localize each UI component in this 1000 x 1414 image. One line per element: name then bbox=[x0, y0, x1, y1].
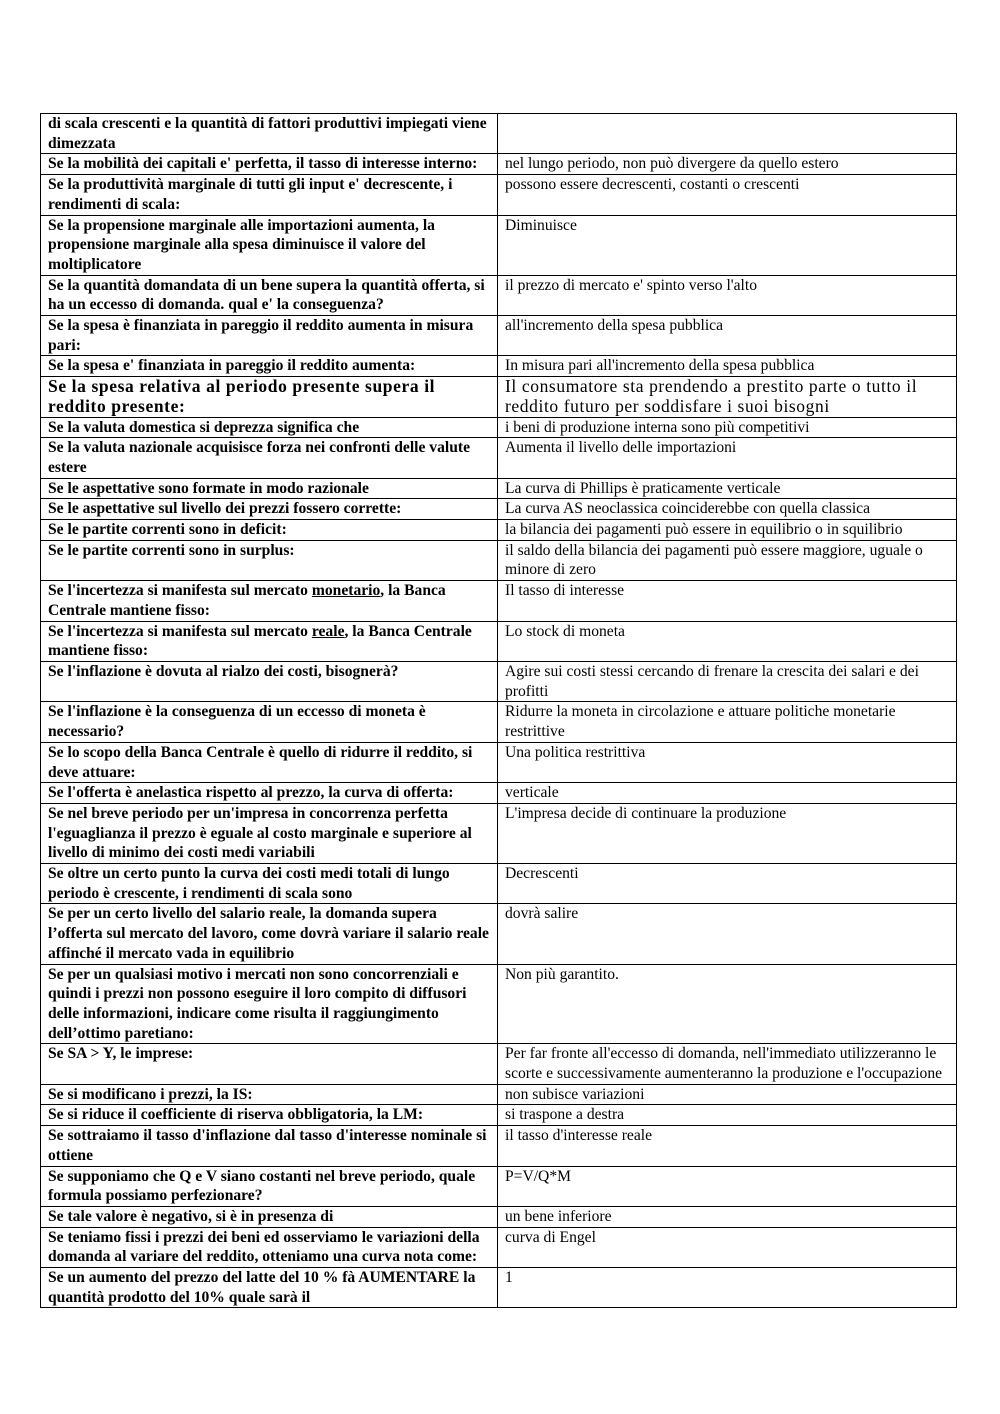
answer-cell: all'incremento della spesa pubblica bbox=[498, 316, 957, 356]
table-row bbox=[41, 356, 957, 377]
question-cell: Se SA > Y, le imprese: bbox=[41, 1044, 498, 1084]
underlined-term: monetario bbox=[311, 582, 381, 600]
question-text: Se l'incertezza si manifesta sul mercato bbox=[48, 622, 312, 640]
question-cell: Se la quantità domandata di un bene supera la quantità offerta, si ha un eccesso di domanda. qual e' la conseguenza? bbox=[41, 275, 498, 315]
answer-cell: Lo stock di moneta bbox=[498, 621, 957, 661]
table-row bbox=[41, 1105, 957, 1126]
answer-cell: curva di Engel bbox=[498, 1227, 957, 1267]
answer-cell: Ridurre la moneta in circolazione e attuare politiche monetarie restrittive bbox=[498, 702, 957, 742]
table-row bbox=[41, 1166, 957, 1206]
answer-cell: si traspone a destra bbox=[498, 1105, 957, 1126]
table-row bbox=[41, 661, 957, 701]
question-cell: Se tale valore è negativo, si è in presenza di bbox=[41, 1206, 498, 1227]
answer-cell: Agire sui costi stessi cercando di frenare la crescita dei salari e dei profitti bbox=[498, 661, 957, 701]
question-cell bbox=[41, 581, 498, 621]
question-cell: Se le partite correnti sono in deficit: bbox=[41, 520, 498, 541]
qa-table bbox=[40, 113, 957, 1308]
question-cell: Se un aumento del prezzo del latte del 10 % fà AUMENTARE la quantità prodotto del 10% quale sarà il bbox=[41, 1268, 498, 1308]
answer-cell: La curva AS neoclassica coinciderebbe con quella classica bbox=[498, 499, 957, 520]
question-cell: Se nel breve periodo per un'impresa in concorrenza perfetta l'eguaglianza il prezzo è eguale al costo marginale e superiore al livello di minimo dei costi medi variabili bbox=[41, 803, 498, 863]
table-row bbox=[41, 438, 957, 478]
table-row bbox=[41, 316, 957, 356]
underlined-term: reale bbox=[311, 622, 345, 640]
question-cell: Se l'inflazione è la conseguenza di un eccesso di moneta è necessario? bbox=[41, 702, 498, 742]
question-cell: Se supponiamo che Q e V siano costanti nel breve periodo, quale formula possiamo perfezionare? bbox=[41, 1166, 498, 1206]
question-cell: Se l'offerta è anelastica rispetto al prezzo, la curva di offerta: bbox=[41, 783, 498, 804]
answer-cell: dovrà salire bbox=[498, 904, 957, 964]
answer-cell: verticale bbox=[498, 783, 957, 804]
question-cell: Se lo scopo della Banca Centrale è quello di ridurre il reddito, si deve attuare: bbox=[41, 742, 498, 782]
table-row bbox=[41, 540, 957, 580]
answer-cell: Decrescenti bbox=[498, 864, 957, 904]
question-cell: Se le partite correnti sono in surplus: bbox=[41, 540, 498, 580]
answer-cell: Il consumatore sta prendendo a prestito parte o tutto il reddito futuro per soddisfare i suoi bisogni bbox=[498, 377, 957, 417]
question-cell: Se la valuta domestica si deprezza significa che bbox=[41, 417, 498, 438]
answer-cell: 1 bbox=[498, 1268, 957, 1308]
question-text: Se l'incertezza si manifesta sul mercato bbox=[48, 582, 312, 600]
table-row bbox=[41, 1084, 957, 1105]
table-row bbox=[41, 1227, 957, 1267]
answer-cell: possono essere decrescenti, costanti o crescenti bbox=[498, 175, 957, 215]
question-cell: Se si riduce il coefficiente di riserva obbligatoria, la LM: bbox=[41, 1105, 498, 1126]
answer-cell: Una politica restrittiva bbox=[498, 742, 957, 782]
answer-cell: il tasso d'interesse reale bbox=[498, 1126, 957, 1166]
question-cell: Se la mobilità dei capitali e' perfetta, il tasso di interesse interno: bbox=[41, 154, 498, 175]
answer-cell: i beni di produzione interna sono più competitivi bbox=[498, 417, 957, 438]
answer-cell: In misura pari all'incremento della spesa pubblica bbox=[498, 356, 957, 377]
table-row bbox=[41, 154, 957, 175]
table-row bbox=[41, 621, 957, 661]
table-row bbox=[41, 417, 957, 438]
question-cell: Se la spesa è finanziata in pareggio il reddito aumenta in misura pari: bbox=[41, 316, 498, 356]
answer-cell: Per far fronte all'eccesso di domanda, nell'immediato utilizzeranno le scorte e successivamente aumenteranno la produzione e l'occupazione bbox=[498, 1044, 957, 1084]
answer-cell: La curva di Phillips è praticamente verticale bbox=[498, 478, 957, 499]
question-cell: Se si modificano i prezzi, la IS: bbox=[41, 1084, 498, 1105]
table-row bbox=[41, 1044, 957, 1084]
answer-cell: il saldo della bilancia dei pagamenti può essere maggiore, uguale o minore di zero bbox=[498, 540, 957, 580]
table-row bbox=[41, 702, 957, 742]
table-row bbox=[41, 864, 957, 904]
question-cell: Se oltre un certo punto la curva dei costi medi totali di lungo periodo è crescente, i rendimenti di scala sono bbox=[41, 864, 498, 904]
question-text: , la Banca Centrale mantiene fisso: bbox=[48, 582, 446, 619]
question-cell: Se la valuta nazionale acquisisce forza nei confronti delle valute estere bbox=[41, 438, 498, 478]
answer-cell: non subisce variazioni bbox=[498, 1084, 957, 1105]
table-row bbox=[41, 499, 957, 520]
table-row bbox=[41, 803, 957, 863]
table-row bbox=[41, 904, 957, 964]
answer-cell: un bene inferiore bbox=[498, 1206, 957, 1227]
question-cell: Se teniamo fissi i prezzi dei beni ed osserviamo le variazioni della domanda al variare del reddito, otteniamo una curva nota come: bbox=[41, 1227, 498, 1267]
table-row bbox=[41, 964, 957, 1044]
question-cell: Se le aspettative sono formate in modo razionale bbox=[41, 478, 498, 499]
question-cell: Se sottraiamo il tasso d'inflazione dal tasso d'interesse nominale si ottiene bbox=[41, 1126, 498, 1166]
table-row bbox=[41, 275, 957, 315]
question-cell: Se la spesa e' finanziata in pareggio il reddito aumenta: bbox=[41, 356, 498, 377]
table-row bbox=[41, 1126, 957, 1166]
answer-cell: Diminuisce bbox=[498, 215, 957, 275]
table-row bbox=[41, 1206, 957, 1227]
question-cell bbox=[41, 621, 498, 661]
answer-cell: la bilancia dei pagamenti può essere in equilibrio o in squilibrio bbox=[498, 520, 957, 541]
question-text: , la Banca Centrale mantiene fisso: bbox=[48, 622, 472, 660]
table-row bbox=[41, 175, 957, 215]
table-row bbox=[41, 581, 957, 621]
question-cell: di scala crescenti e la quantità di fattori produttivi impiegati viene dimezzata bbox=[41, 114, 498, 154]
answer-cell: nel lungo periodo, non può divergere da quello estero bbox=[498, 154, 957, 175]
question-cell: Se le aspettative sul livello dei prezzi fossero corrette: bbox=[41, 499, 498, 520]
answer-cell: il prezzo di mercato e' spinto verso l'alto bbox=[498, 275, 957, 315]
answer-cell: L'impresa decide di continuare la produzione bbox=[498, 803, 957, 863]
answer-cell bbox=[498, 114, 957, 154]
answer-cell: Non più garantito. bbox=[498, 964, 957, 1044]
question-cell: Se la propensione marginale alle importazioni aumenta, la propensione marginale alla spesa diminuisce il valore del moltiplicatore bbox=[41, 215, 498, 275]
table-row bbox=[41, 114, 957, 154]
question-cell: Se l'inflazione è dovuta al rialzo dei costi, bisognerà? bbox=[41, 661, 498, 701]
table-row bbox=[41, 742, 957, 782]
answer-cell: P=V/Q*M bbox=[498, 1166, 957, 1206]
table-row bbox=[41, 215, 957, 275]
answer-cell: Il tasso di interesse bbox=[498, 581, 957, 621]
table-row bbox=[41, 377, 957, 417]
table-row bbox=[41, 478, 957, 499]
question-cell: Se per un certo livello del salario reale, la domanda supera l’offerta sul mercato del lavoro, come dovrà variare il salario reale affinché il mercato vada in equilibrio bbox=[41, 904, 498, 964]
question-cell: Se per un qualsiasi motivo i mercati non sono concorrenziali e quindi i prezzi non possono eseguire il loro compito di diffusori delle informazioni, indicare come risulta il raggiungimento dell’ottimo paretiano: bbox=[41, 964, 498, 1044]
table-row bbox=[41, 783, 957, 804]
table-row bbox=[41, 520, 957, 541]
answer-cell: Aumenta il livello delle importazioni bbox=[498, 438, 957, 478]
question-cell: Se la spesa relativa al periodo presente supera il reddito presente: bbox=[41, 377, 498, 417]
question-cell: Se la produttività marginale di tutti gli input e' decrescente, i rendimenti di scala: bbox=[41, 175, 498, 215]
table-row bbox=[41, 1268, 957, 1308]
